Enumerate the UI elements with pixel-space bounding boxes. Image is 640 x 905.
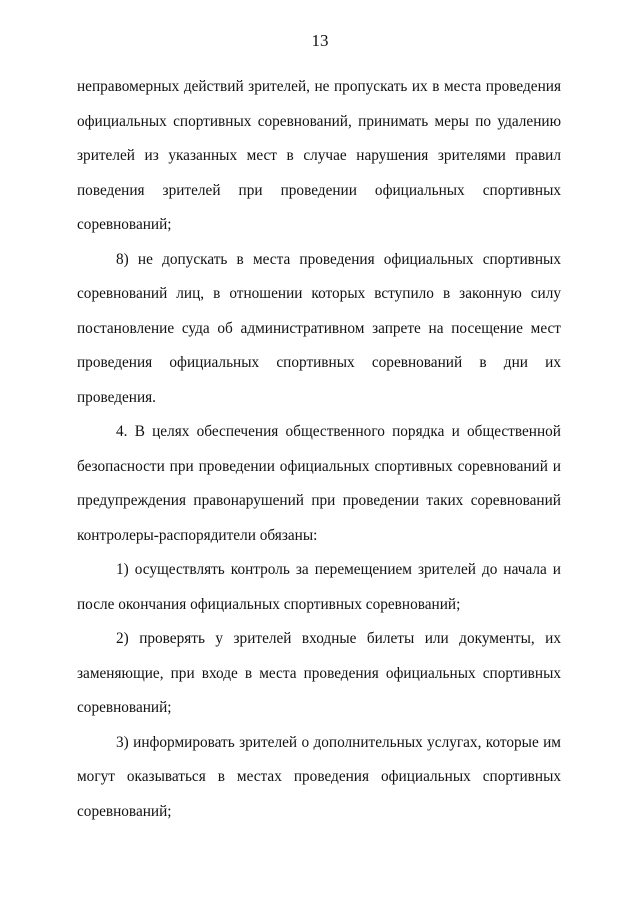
paragraph-item-3: 3) информировать зрителей о дополнительных услугах, которые им могут оказываться в местах проведения официальных спортивных соревнований; [77,733,561,820]
paragraph-continuation: неправомерных действий зрителей, не пропускать их в места проведения официальных спортивных соревнований, принимать меры по удалению зрителей из указанных мест в случае нарушения зрителями правил поведения зрителей при проведении официальных спортивных соревнований; [77,78,561,233]
paragraph-item-8: 8) не допускать в места проведения официальных спортивных соревнований лиц, в отношении которых вступило в законную силу постановление суда об административном запрете на посещение мест проведения официальных спортивных соревнований в дни их проведения. [77,250,561,406]
page-number: 13 [311,31,329,50]
paragraph-section-4: 4. В целях обеспечения общественного порядка и общественной безопасности при проведении официальных спортивных соревнований и предупреждения правонарушений при проведении таких соревнований контролеры-распорядители обязаны: [77,423,561,544]
paragraph-item-1: 1) осуществлять контроль за перемещением зрителей до начала и после окончания официальных спортивных соревнований; [77,561,561,613]
paragraph-item-2: 2) проверять у зрителей входные билеты или документы, их заменяющие, при входе в места проведения официальных спортивных соревнований; [77,630,561,716]
document-body [77,70,561,829]
